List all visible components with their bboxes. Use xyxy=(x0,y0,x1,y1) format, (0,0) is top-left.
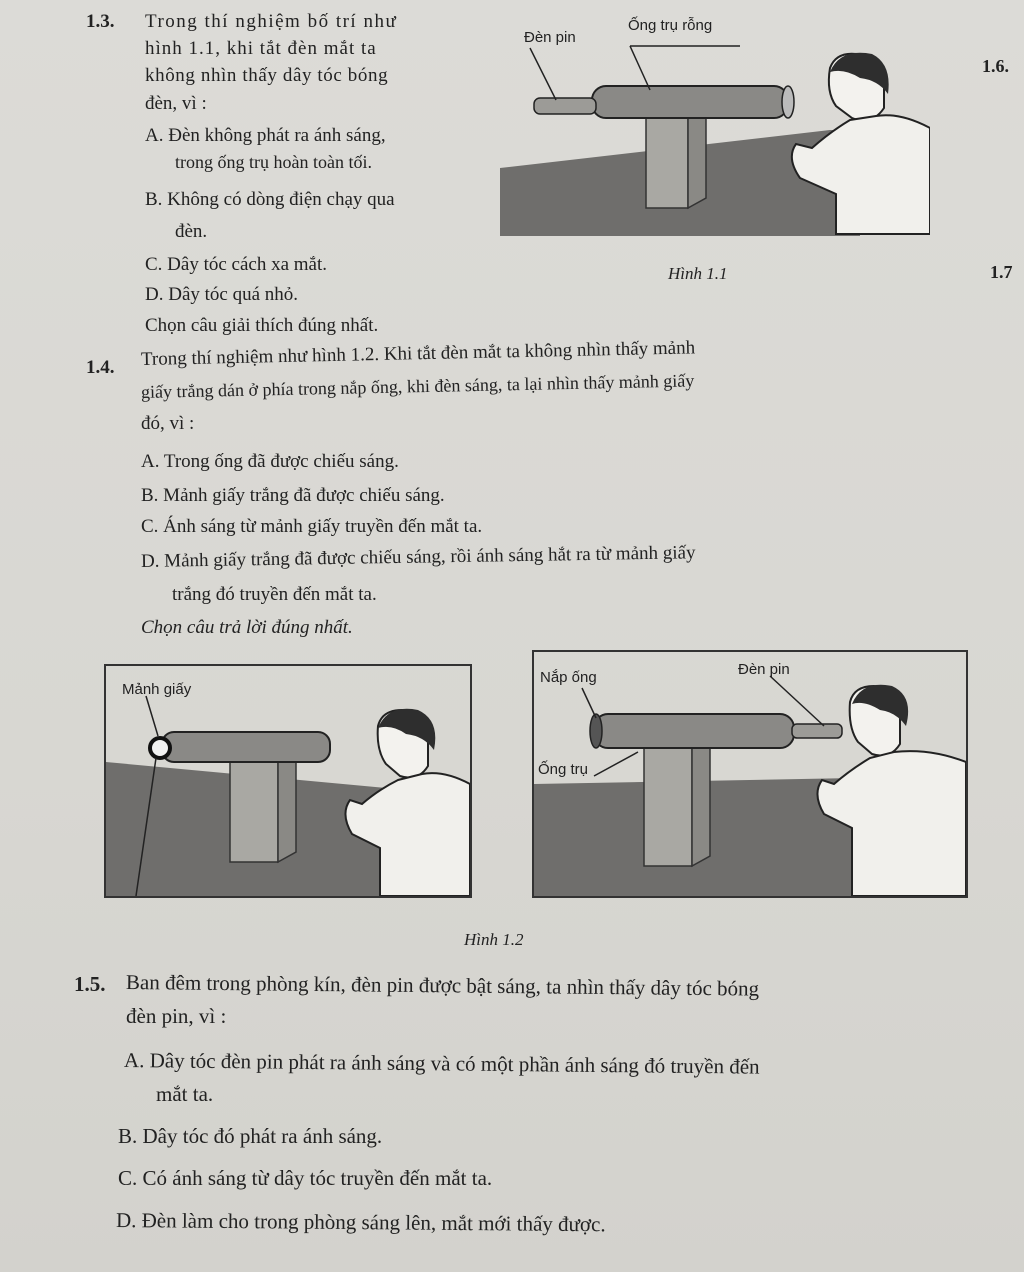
option-a-cont: mắt ta. xyxy=(156,1082,214,1106)
figure-1-1 xyxy=(500,8,930,278)
hollow-tube xyxy=(592,86,788,118)
label-paper: Mảnh giấy xyxy=(122,681,192,698)
question-instruction: Chọn câu trả lời đúng nhất. xyxy=(141,617,353,638)
pointer-line xyxy=(582,688,596,718)
tube-stand-side xyxy=(278,748,296,862)
option-a: A. Đèn không phát ra ánh sáng, xyxy=(145,125,386,146)
option-c: C. Có ánh sáng từ dây tóc truyền đến mắt ta. xyxy=(118,1166,493,1190)
label-flashlight: Đèn pin xyxy=(738,661,790,678)
question-stem-line: đèn pin, vì : xyxy=(126,1004,227,1028)
label-hollow-tube: Ống trụ rỗng xyxy=(628,17,713,34)
question-stem-line: không nhìn thấy dây tóc bóng xyxy=(145,65,389,86)
option-b: B. Dây tóc đó phát ra ánh sáng. xyxy=(118,1124,383,1148)
tube-stand-side xyxy=(692,740,710,866)
tube-stand xyxy=(230,756,278,862)
label-tube-cap: Nắp ống xyxy=(540,669,597,686)
figure-1-2-left xyxy=(104,664,472,898)
option-b: B. Mảnh giấy trắng đã được chiếu sáng. xyxy=(141,485,445,506)
option-a-cont: trong ống trụ hoàn toàn tối. xyxy=(175,152,372,172)
question-stem-line: Trong thí nghiệm bố trí như xyxy=(145,11,398,32)
tube xyxy=(594,714,794,748)
question-stem-line: đèn, vì : xyxy=(145,93,207,114)
side-question-number: 1.7 xyxy=(990,262,1013,282)
question-stem-line: giấy trắng dán ở phía trong nắp ống, khi đèn sáng, ta lại nhìn thấy mảnh giấy xyxy=(140,370,695,402)
question-number: 1.3. xyxy=(86,11,115,32)
question-stem-line: đó, vì : xyxy=(141,413,195,434)
option-b-cont: đèn. xyxy=(175,221,208,242)
question-instruction: Chọn câu giải thích đúng nhất. xyxy=(145,315,379,336)
tube-stand xyxy=(646,112,688,208)
question-stem-line: Trong thí nghiệm như hình 1.2. Khi tắt đèn mắt ta không nhìn thấy mảnh xyxy=(140,337,696,370)
option-a: A. Dây tóc đèn pin phát ra ánh sáng và có một phần ánh sáng đó truyền đến xyxy=(123,1048,760,1079)
pointer-line xyxy=(630,46,650,90)
side-question-number: 1.6. xyxy=(982,56,1009,76)
option-d: D. Mảnh giấy trắng đã được chiếu sáng, rồi ánh sáng hắt ra từ mảnh giấy xyxy=(140,542,696,572)
figure-1-2-caption: Hình 1.2 xyxy=(464,930,524,949)
flashlight xyxy=(792,724,842,738)
figure-1-2-right-illustration xyxy=(534,652,966,896)
option-c: C. Dây tóc cách xa mắt. xyxy=(145,254,328,275)
question-number: 1.5. xyxy=(74,972,106,996)
pointer-line xyxy=(594,752,638,776)
label-flashlight: Đèn pin xyxy=(524,29,576,46)
option-d: D. Đèn làm cho trong phòng sáng lên, mắt mới thấy được. xyxy=(115,1208,606,1237)
tube-cap xyxy=(590,714,602,748)
option-d-cont: trắng đó truyền đến mắt ta. xyxy=(172,584,377,605)
option-c: C. Ánh sáng từ mảnh giấy truyền đến mắt ta. xyxy=(141,516,483,537)
tube xyxy=(162,732,330,762)
tube-cap-with-paper xyxy=(150,738,170,758)
option-d: D. Dây tóc quá nhỏ. xyxy=(145,284,299,305)
figure-1-2-right xyxy=(532,650,968,898)
option-a: A. Trong ống đã được chiếu sáng. xyxy=(141,451,399,472)
question-number: 1.4. xyxy=(86,357,115,378)
pointer-line xyxy=(530,48,556,100)
tube-stand-side xyxy=(688,104,706,208)
tube-stand xyxy=(644,748,692,866)
figure-1-1-caption: Hình 1.1 xyxy=(668,264,728,283)
question-stem-line: Ban đêm trong phòng kín, đèn pin được bật sáng, ta nhìn thấy dây tóc bóng xyxy=(125,970,760,1001)
tube-end xyxy=(782,86,794,118)
pointer-line xyxy=(146,696,158,736)
question-stem-line: hình 1.1, khi tắt đèn mắt ta xyxy=(145,38,377,59)
label-tube: Ống trụ xyxy=(538,761,589,778)
flashlight xyxy=(534,98,596,114)
option-b: B. Không có dòng điện chạy qua xyxy=(145,189,395,210)
